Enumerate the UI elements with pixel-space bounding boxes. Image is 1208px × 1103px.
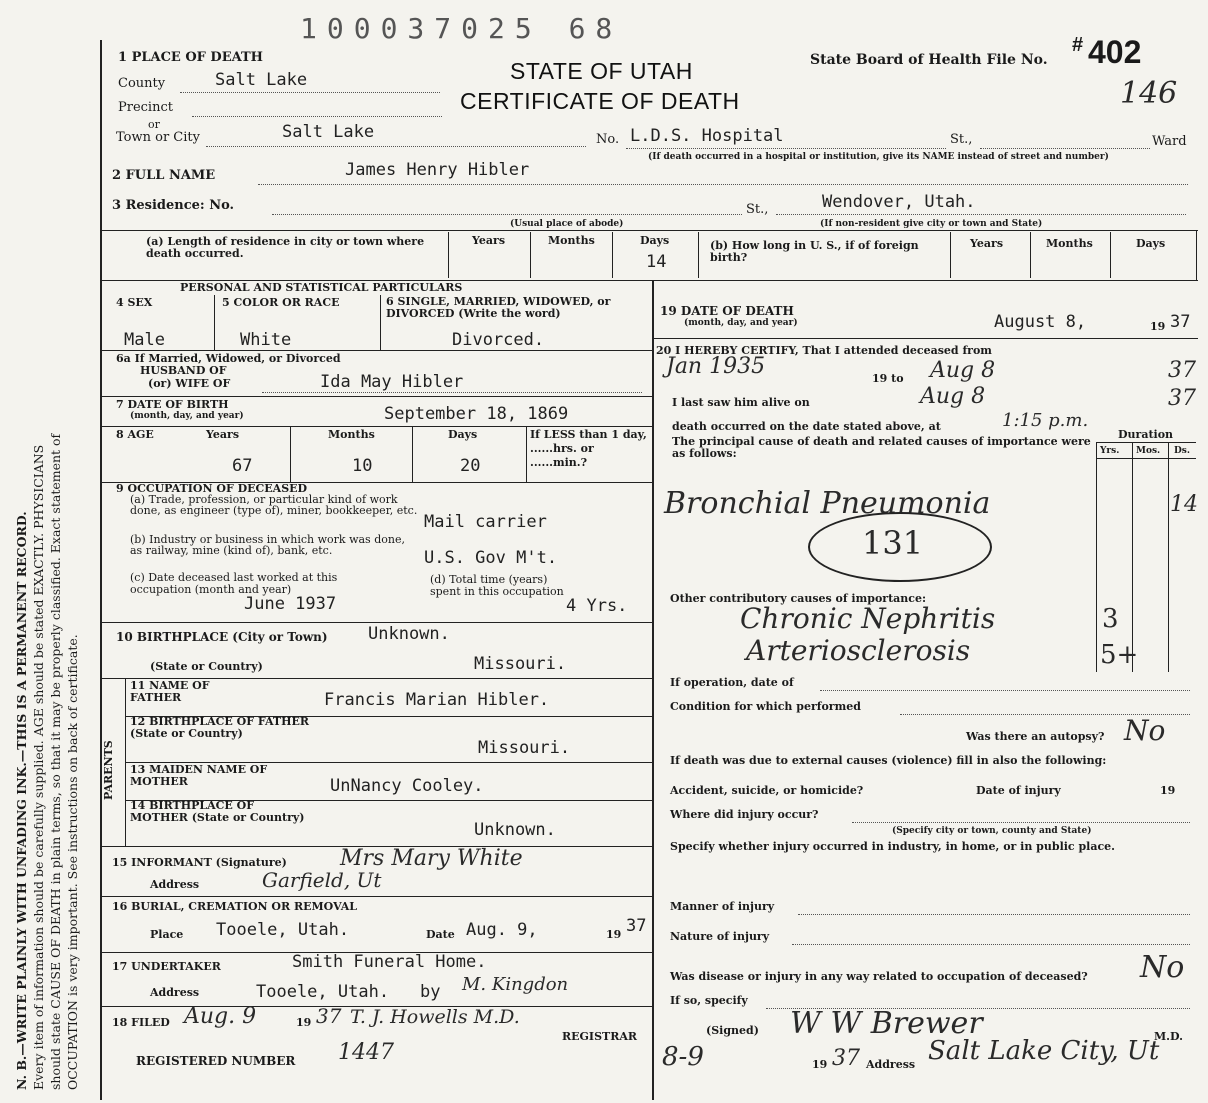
principal-cause-days: 14 <box>1170 492 1198 517</box>
rule-duration-head <box>1096 442 1196 443</box>
residence-line <box>272 214 742 215</box>
father-value: Francis Marian Hibler. <box>324 690 550 710</box>
age-days-label: Days <box>448 428 478 441</box>
divider-residence-days <box>698 232 699 278</box>
left-border <box>100 40 102 1100</box>
dob-sublabel: (month, day, and year) <box>130 411 244 421</box>
attended-to-year: 37 <box>1168 358 1196 383</box>
informant-address-label: Address <box>150 878 200 891</box>
rule-sex-row <box>100 350 652 351</box>
mother-label: 13 MAIDEN NAME OF MOTHER <box>130 763 268 788</box>
birthplace-state-label: (State or Country) <box>150 660 263 673</box>
occupation-d-value: 4 Yrs. <box>566 596 628 616</box>
dob-value: September 18, 1869 <box>384 404 569 424</box>
autopsy-value: No <box>1124 714 1166 747</box>
mother-value: UnNancy Cooley. <box>330 776 484 796</box>
occupation-related-label: Was disease or injury in any way related to occupation of deceased? <box>670 970 1088 983</box>
nature-label: Nature of injury <box>670 930 770 943</box>
certificate-title: CERTIFICATE OF DEATH <box>460 88 740 114</box>
death-date-sublabel: (month, day, and year) <box>684 318 798 328</box>
residence-months-label: Months <box>548 234 595 247</box>
divider-duration-mos <box>1132 442 1133 672</box>
full-name-value: James Henry Hibler <box>345 160 530 180</box>
attended-to: Aug 8 <box>930 358 996 383</box>
file-number: 402 <box>1088 34 1142 70</box>
burial-place-value: Tooele, Utah. <box>216 920 350 940</box>
age-years-label: Years <box>206 428 240 441</box>
divider-residence-b-years <box>1030 232 1031 278</box>
attended-from: Jan 1935 <box>666 354 766 379</box>
age-label: 8 AGE <box>116 428 154 441</box>
death-year: 37 <box>1170 312 1191 332</box>
external-causes-label: If death was due to external causes (violence) fill in also the following: <box>670 754 1107 767</box>
other-cause-2: Arteriosclerosis <box>746 634 971 667</box>
color-value: White <box>240 330 292 350</box>
rule-burial <box>100 896 652 897</box>
injury-date-label: Date of injury <box>976 784 1061 797</box>
informant-address: Garfield, Ut <box>262 868 382 892</box>
duration-label: Duration <box>1118 428 1174 441</box>
last-saw-year: 37 <box>1168 386 1196 411</box>
file-number-label: State Board of Health File No. <box>810 52 1048 68</box>
filed-year: 37 <box>316 1004 342 1028</box>
age-months-value: 10 <box>352 456 373 476</box>
full-name-label: 2 FULL NAME <box>112 168 216 183</box>
divider-sex <box>214 295 215 350</box>
residence-days-value: 14 <box>646 252 667 272</box>
birthplace-city-value: Unknown. <box>368 624 450 644</box>
burial-year: 37 <box>626 916 647 936</box>
spouse-line <box>262 392 642 393</box>
occupation-related-value: No <box>1140 950 1185 985</box>
divider-age-2 <box>412 426 413 482</box>
undertaker-address-label: Address <box>150 986 200 999</box>
marital-label: 6 SINGLE, MARRIED, WIDOWED, or DIVORCED (Write the word) <box>386 295 611 320</box>
nonresident-note: (If non-resident give city or town and State) <box>820 219 1043 229</box>
signed-date: 8-9 <box>662 1042 704 1072</box>
rule-death-date <box>652 338 1198 339</box>
md-label: M.D. <box>1154 1030 1183 1043</box>
undertaker-address-value: Tooele, Utah. <box>256 982 390 1002</box>
divider-duration-ds <box>1168 442 1169 672</box>
manner-line <box>798 914 1190 915</box>
town-label: Town or City <box>116 130 200 145</box>
birthplace-state-value: Missouri. <box>474 654 567 674</box>
age-months-label: Months <box>328 428 375 441</box>
other-cause-1-years: 3 <box>1102 604 1119 634</box>
parents-side-label: PARENTS <box>102 740 115 800</box>
last-saw-date: Aug 8 <box>920 384 986 409</box>
other-cause-2-years: 5+ <box>1100 640 1139 670</box>
county-label: County <box>118 76 166 91</box>
principal-cause: Bronchial Pneumonia <box>664 486 991 521</box>
residence-city-line <box>776 214 1186 215</box>
occupation-label: 9 OCCUPATION OF DECEASED <box>116 482 308 495</box>
street-number-label: No. <box>596 132 620 147</box>
cause-code: 131 <box>862 524 924 562</box>
spouse-value: Ida May Hibler <box>320 372 464 392</box>
if-so-label: If so, specify <box>670 994 748 1007</box>
mother-birthplace-value: Unknown. <box>474 820 556 840</box>
signed-year-prefix: 19 <box>812 1058 828 1071</box>
signed-year: 37 <box>832 1046 860 1071</box>
filed-year-prefix: 19 <box>296 1016 312 1029</box>
residence-label: 3 Residence: No. <box>112 198 235 213</box>
margin-instruction-2: Every item of information should be carefully supplied. AGE should be stated EXACTLY. PHYSICIANS <box>31 444 46 1090</box>
registered-number-value: 1447 <box>338 1040 394 1065</box>
other-cause-1: Chronic Nephritis <box>740 602 996 635</box>
ward-label: Ward <box>1152 134 1187 149</box>
occupation-d-label: (d) Total time (years) spent in this occupation <box>430 573 564 598</box>
reference-number: 146 <box>1120 76 1178 111</box>
place-of-death-label: 1 PLACE OF DEATH <box>118 50 263 65</box>
signed-label: (Signed) <box>706 1024 759 1037</box>
where-injury-label: Where did injury occur? <box>670 808 819 821</box>
file-number-prefix: # <box>1072 34 1084 56</box>
physician-address: Salt Lake City, Ut <box>928 1036 1160 1066</box>
divider-age-1 <box>290 426 291 482</box>
rule-age <box>100 426 652 427</box>
serial-number: 100037025 68 <box>300 12 623 45</box>
rule-residence-top <box>100 230 1198 231</box>
us-years-label: Years <box>970 237 1004 250</box>
occupation-a-label: (a) Trade, profession, or particular kind of work done, as engineer (type of), miner, bookkeeper, etc. <box>130 493 418 517</box>
rule-birthplace <box>100 622 652 623</box>
ward-line <box>980 148 1150 149</box>
divider-residence-b-months <box>1110 232 1111 278</box>
mother-birthplace-label: 14 BIRTHPLACE OF MOTHER (State or Country) <box>130 799 305 824</box>
margin-instruction-3: should state CAUSE OF DEATH in plain terms, so that it may be properly classified. Exact statement of <box>48 433 63 1090</box>
color-label: 5 COLOR OR RACE <box>222 296 340 309</box>
burial-place-label: Place <box>150 928 184 941</box>
registered-number-label: REGISTERED NUMBER <box>136 1054 296 1068</box>
spouse-label-2: HUSBAND OF <box>140 364 227 377</box>
divider-duration-yrs <box>1096 442 1097 672</box>
where-injury-note: (Specify city or town, county and State) <box>892 826 1092 836</box>
undertaker-value: Smith Funeral Home. <box>292 952 487 972</box>
rule-duration-sub <box>1096 458 1196 459</box>
condition-label: Condition for which performed <box>670 700 861 713</box>
where-injury-line <box>852 822 1190 823</box>
undertaker-label: 17 UNDERTAKER <box>112 960 221 973</box>
undertaker-by: by <box>420 982 441 1002</box>
registrar-signature: T. J. Howells M.D. <box>350 1006 520 1028</box>
filed-label: 18 FILED <box>112 1016 170 1029</box>
street-line <box>626 148 946 149</box>
death-date-label: 19 DATE OF DEATH <box>660 304 794 318</box>
age-days-value: 20 <box>460 456 481 476</box>
residence-length-label: (a) Length of residence in city or town where death occurred. <box>146 235 425 260</box>
divider-residence-b <box>950 232 951 278</box>
divider-residence-years <box>530 232 531 278</box>
usual-abode-note: (Usual place of abode) <box>510 219 624 229</box>
attended-to-label: 19 to <box>872 372 904 385</box>
spouse-label-1: 6a If Married, Widowed, or Divorced <box>116 352 341 365</box>
burial-date-label: Date <box>426 928 455 941</box>
residence-days-label: Days <box>640 234 670 247</box>
divider-residence-a <box>448 232 449 278</box>
autopsy-label: Was there an autopsy? <box>966 730 1105 743</box>
divider-age-3 <box>526 426 527 482</box>
burial-label: 16 BURIAL, CREMATION OR REMOVAL <box>112 900 358 913</box>
death-year-prefix: 19 <box>1150 320 1166 333</box>
filed-date: Aug. 9 <box>184 1004 257 1029</box>
physician-address-label: Address <box>866 1058 916 1071</box>
divider-color <box>380 295 381 350</box>
margin-instruction-1: N. B.—WRITE PLAINLY WITH UNFADING INK.—THIS IS A PERMANENT RECORD. <box>14 511 29 1090</box>
street-label: St., <box>950 132 973 147</box>
residence-st-label: St., <box>746 202 769 217</box>
injury-year-prefix: 19 <box>1160 784 1176 797</box>
burial-date-value: Aug. 9, <box>466 920 538 940</box>
residence-years-label: Years <box>472 234 506 247</box>
birthplace-label: 10 BIRTHPLACE (City or Town) <box>116 630 328 644</box>
precinct-label: Precinct <box>118 100 173 115</box>
occupation-b-label: (b) Industry or business in which work was done, as railway, mine (kind of), bank, etc. <box>130 533 405 557</box>
informant-label: 15 INFORMANT (Signature) <box>112 856 287 869</box>
death-date-value: August 8, <box>994 312 1087 332</box>
occupation-b-value: U.S. Gov M't. <box>424 548 558 568</box>
right-border <box>1196 230 1197 280</box>
duration-mos-label: Mos. <box>1136 446 1161 456</box>
manner-label: Manner of injury <box>670 900 775 913</box>
or-label: or <box>148 118 160 131</box>
hospital-note: (If death occurred in a hospital or institution, give its NAME instead of street and number) <box>648 152 1109 162</box>
town-value: Salt Lake <box>282 122 375 142</box>
sex-label: 4 SEX <box>116 296 153 309</box>
registrar-label: REGISTRAR <box>562 1030 638 1043</box>
county-line <box>180 92 440 93</box>
personal-header: PERSONAL AND STATISTICAL PARTICULARS <box>180 281 463 294</box>
burial-year-prefix: 19 <box>606 928 622 941</box>
margin-instruction-4: OCCUPATION is very important. See instructions on back of certificate. <box>65 634 80 1090</box>
full-name-line <box>258 184 1188 185</box>
father-birthplace-value: Missouri. <box>478 738 571 758</box>
last-saw-label: I last saw him alive on <box>672 396 810 409</box>
dob-label: 7 DATE OF BIRTH <box>116 398 229 411</box>
less-than-day-label: If LESS than 1 day, ......hrs. or ......min.? <box>530 428 647 469</box>
hospital-value: L.D.S. Hospital <box>630 126 784 146</box>
occupation-c-label: (c) Date deceased last worked at this occupation (month and year) <box>130 571 338 596</box>
nature-line <box>792 944 1190 945</box>
operation-label: If operation, date of <box>670 676 794 689</box>
death-time: 1:15 p.m. <box>1002 410 1089 431</box>
accident-label: Accident, suicide, or homicide? <box>670 784 864 797</box>
cause-label: The principal cause of death and related causes of importance were as follows: <box>672 435 1091 460</box>
marital-value: Divorced. <box>452 330 545 350</box>
age-years-value: 67 <box>232 456 253 476</box>
undertaker-by-signature: M. Kingdon <box>462 974 569 995</box>
father-birthplace-label: 12 BIRTHPLACE OF FATHER (State or Country) <box>130 715 310 740</box>
us-days-label: Days <box>1136 237 1166 250</box>
state-title: STATE OF UTAH <box>510 58 693 84</box>
father-label: 11 NAME OF FATHER <box>130 679 210 704</box>
residence-value: Wendover, Utah. <box>822 192 976 212</box>
duration-ds-label: Ds. <box>1174 446 1191 456</box>
certify-label: 20 I HEREBY CERTIFY, That I attended deceased from <box>656 344 992 357</box>
county-value: Salt Lake <box>215 70 308 90</box>
informant-signature: Mrs Mary White <box>340 846 523 871</box>
spouse-label-3: (or) WIFE OF <box>148 377 231 390</box>
occupation-a-value: Mail carrier <box>424 512 547 532</box>
divider-residence-months <box>612 232 613 278</box>
operation-line <box>820 690 1190 691</box>
rule-dob <box>100 396 652 397</box>
other-causes-label: Other contributory causes of importance: <box>670 592 927 605</box>
center-divider <box>652 280 654 1100</box>
sex-value: Male <box>124 330 165 350</box>
town-line <box>206 146 586 147</box>
occupation-c-value: June 1937 <box>244 594 337 614</box>
injury-specify-label: Specify whether injury occurred in industry, in home, or in public place. <box>670 840 1115 853</box>
us-length-label: (b) How long in U. S., if of foreign birth? <box>710 239 919 264</box>
occurred-label: death occurred on the date stated above, at <box>672 420 941 433</box>
us-months-label: Months <box>1046 237 1093 250</box>
precinct-line <box>192 116 442 117</box>
duration-yrs-label: Yrs. <box>1100 446 1120 456</box>
physician-signature: W W Brewer <box>790 1006 983 1041</box>
